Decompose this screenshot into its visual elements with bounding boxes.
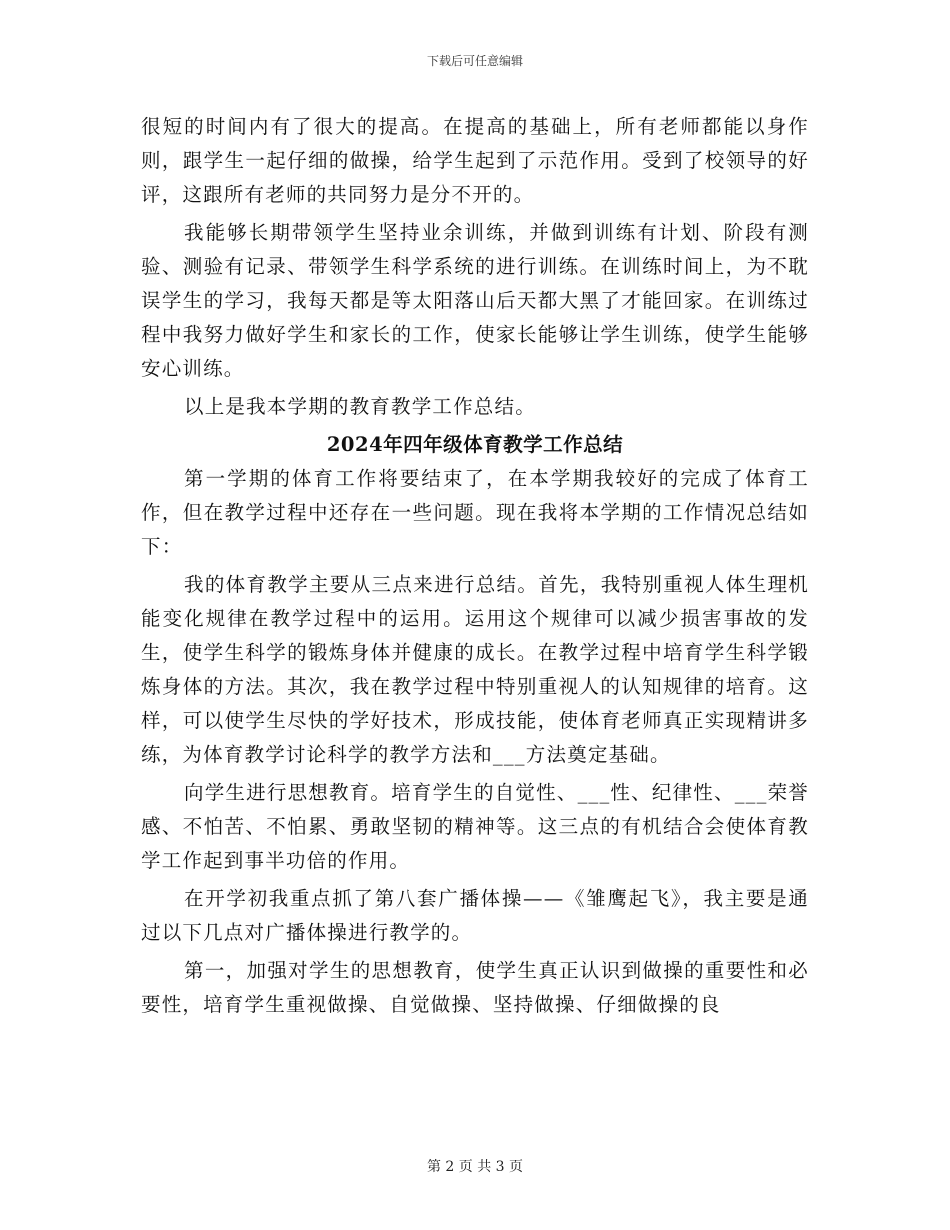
- page-footer: 第 2 页 共 3 页: [426, 1159, 524, 1175]
- section-title: 2024年四年级体育教学工作总结: [326, 433, 624, 456]
- paragraph-point-one: 第一，加强对学生的思想教育，使学生真正认识到做操的重要性和必要性，培育学生重视做操、自觉做操、坚持做操、仔细做操的良: [141, 959, 809, 1016]
- paragraph-intro: 第一学期的体育工作将要结束了，在本学期我较好的完成了体育工作，但在教学过程中还存在一些问题。现在我将本学期的工作情况总结如下：: [141, 467, 809, 558]
- paragraph-closing: 以上是我本学期的教育教学工作总结。: [184, 395, 536, 418]
- paragraph-teaching-summary: 我的体育教学主要从三点来进行总结。首先，我特别重视人体生理机能变化规律在教学过程中的运用。运用这个规律可以减少损害事故的发生，使学生科学的锻炼身体并健康的成长。在教学过程中培育学生科学锻炼身体的方法。其次，我在教学过程中特别重视人的认知规律的培育。这样，可以使学生尽快的学好技术，形成技能，使体育老师真正实现精讲多练，为体育教学讨论科学的教学方法和___方法奠定基础。: [141, 573, 809, 766]
- page-header: 下载后可任意编辑: [426, 54, 523, 68]
- document-body: [141, 110, 809, 1022]
- paragraph-training: 我能够长期带领学生坚持业余训练，并做到训练有计划、阶段有测验、测验有记录、带领学生科学系统的进行训练。在训练时间上，为不耽误学生的学习，我每天都是等太阳落山后天都大黑了才能回家。在训练过程中我努力做好学生和家长的工作，使家长能够让学生训练，使学生能够安心训练。: [141, 221, 809, 380]
- paragraph-continued: 很短的时间内有了很大的提高。在提高的基础上，所有老师都能以身作则，跟学生一起仔细的做操，给学生起到了示范作用。受到了校领导的好评，这跟所有老师的共同努力是分不开的。: [141, 115, 809, 206]
- paragraph-ideological-education: 向学生进行思想教育。培育学生的自觉性、___性、纪律性、___荣誉感、不怕苦、不怕累、勇敢坚韧的精神等。这三点的有机结合会使体育教学工作起到事半功倍的作用。: [141, 781, 809, 872]
- paragraph-broadcast-exercise: 在开学初我重点抓了第八套广播体操——《雏鹰起飞》，我主要是通过以下几点对广播体操进行教学的。: [141, 887, 809, 944]
